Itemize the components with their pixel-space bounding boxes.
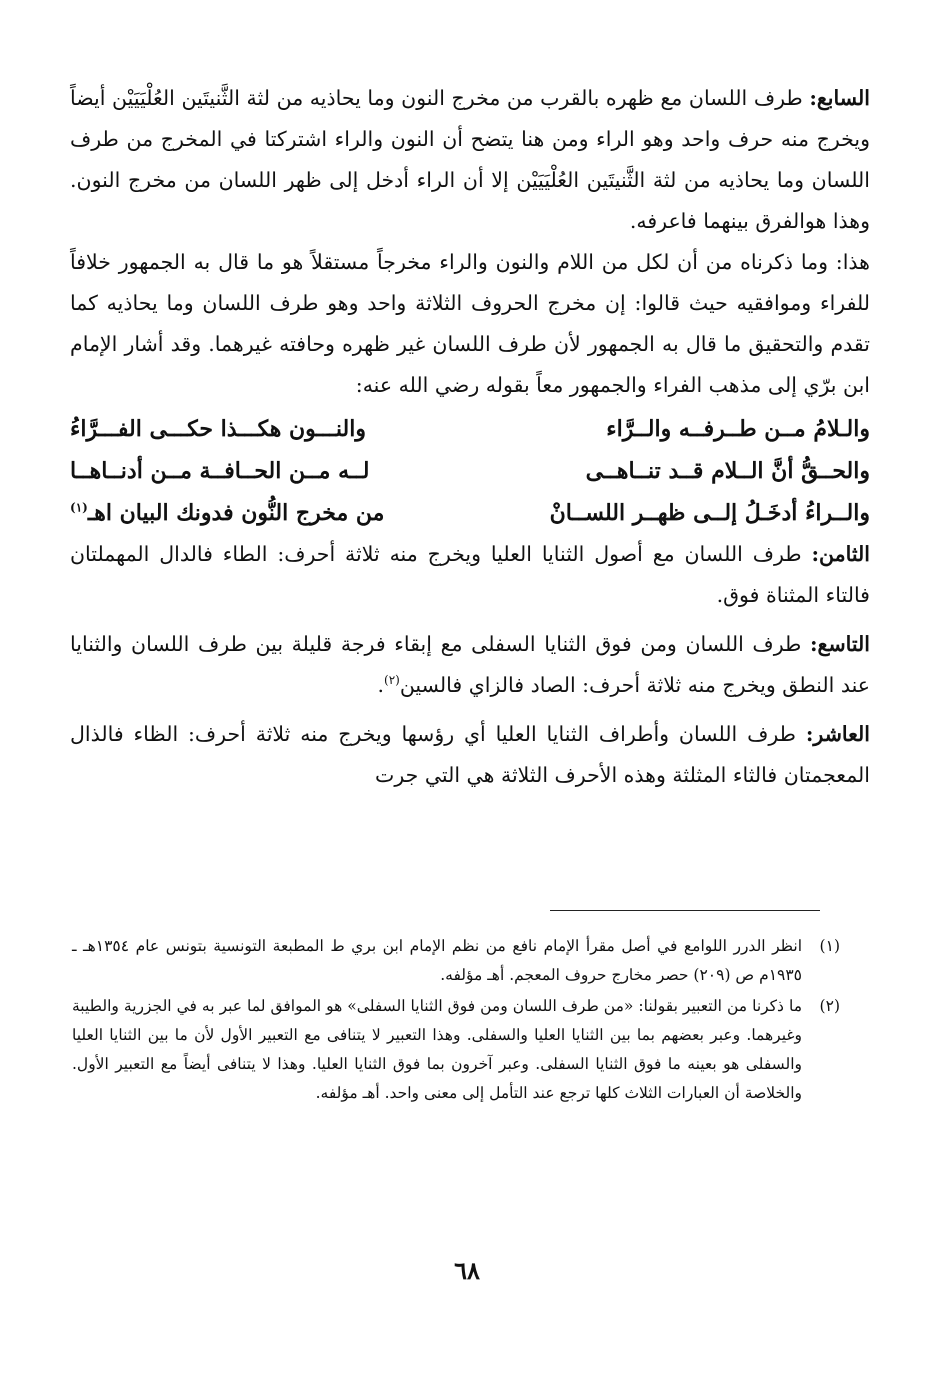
footnote-separator [550, 910, 820, 911]
poem-verse-first-hemistich: والــراءُ أدخَـلُ إلــى ظهــر اللســانْ [549, 500, 870, 526]
poem-verse-second-hemistich: لــه مــن الحــافــة مــن أدنــاهــا [70, 458, 370, 484]
term-tasi: التاسع: [809, 632, 870, 656]
paragraph-ashir [70, 714, 870, 796]
poem-verse [70, 492, 870, 534]
term-sabi: السابع: [809, 86, 870, 110]
poem [70, 408, 870, 534]
footnote-text: انظر الدرر اللوامع في أصل مقرأ الإمام نافع من نظم الإمام ابن بري ط المطبعة التونسية بتونس عام ١٣٥٤هـ ـ ١٩٣٥م ص (٢٠٩) حصر مخارج حروف المعجم. أهـ مؤلفه. [72, 937, 803, 984]
footnote-ref-1[interactable]: (١) [70, 500, 88, 515]
footnote-ref-2[interactable]: (٢) [384, 673, 400, 688]
paragraph-thamin [70, 534, 870, 616]
paragraph-sabi-text: طرف اللسان مع ظهره بالقرب من مخرج النون وما يحاذيه من لثة الثَّنيتَين العُلْيَيَيْن أيضاً ويخرج منه حرف واحد وهو الراء ومن هنا يتضح أن النون والراء اشتركتا في المخرج من طرف اللسان وما يحاذيه من لثة الثَّنيتَين العُلْيَيَيْن إلا أن الراء أدخل إلى ظهر اللسان من مخرج النون. وهذا هوالفرق بينهما فاعرفه. [70, 86, 870, 233]
term-ashir: العاشر: [805, 722, 870, 746]
main-text [70, 78, 870, 796]
poem-verse-first-hemistich: والحــقُّ أنَّ الــلام قــد تنــاهــى [585, 458, 870, 484]
poem-verse-second-text: من مخرج النُّون فدونك البيان اهـ [87, 500, 385, 526]
poem-verse-second-hemistich [70, 492, 460, 534]
page-number: ٦٨ [454, 1256, 480, 1285]
footnotes [72, 932, 840, 1110]
paragraph-tasi-text: طرف اللسان ومن فوق الثنايا السفلى مع إبقاء فرجة قليلة بين طرف اللسان والثنايا عند النطق ويخرج منه ثلاثة أحرف: الصاد فالزاي فالسين [70, 632, 870, 697]
paragraph-sabi [70, 78, 870, 242]
paragraph-thamin-text: طرف اللسان مع أصول الثنايا العليا ويخرج منه ثلاثة أحرف: الطاء فالدال المهملتان فالتاء المثناة فوق. [70, 542, 870, 607]
paragraph-ashir-text: طرف اللسان وأطراف الثنايا العليا أي رؤسها ويخرج منه ثلاثة أحرف: الظاء فالذال المعجمتان فالثاء المثلثة وهذه الأحرف الثلاثة هي التي جرت [70, 722, 870, 787]
footnote-text: ما ذكرنا من التعبير بقولنا: «من طرف اللسان ومن فوق الثنايا السفلى» هو الموافق لما عبر به في الجزرية والطيبة وغيرهما. وعبر بعضهم بما بين الثنايا العليا والسفلى. وهذا التعبير لا يتنافى مع التعبير الأول لأن ما بين الثنايا العليا والسفلى هو بعينه ما فوق الثنايا السفلى. وعبر آخرون بما فوق الثنايا العليا. وهذا لا يتنافى أيضاً مع التعبير الأول. والخلاصة أن العبارات الثلاث كلها ترجع عند التأمل إلى معنى واحد. أهـ مؤلفه. [72, 997, 802, 1102]
poem-verse-first-hemistich: والـلامُ مــن طــرفــه والــرَّاء [606, 416, 870, 442]
term-thamin: الثامن: [811, 542, 870, 566]
poem-verse [70, 450, 870, 492]
footnote-item [72, 932, 840, 990]
footnote-item [72, 992, 840, 1108]
poem-verse-second-hemistich: والنـــون هكـــذا حكـــى الفـــرَّاءُ [70, 416, 366, 442]
paragraph-hadha-text: هذا: وما ذكرناه من أن لكل من اللام والنون والراء مخرجاً مستقلاً هو ما قال به الجمهور خلافاً للفراء وموافقيه حيث قالوا: إن مخرج الحروف الثلاثة واحد وهو طرف اللسان وما يحاذيه كما تقدم والتحقيق ما قال به الجمهور لأن طرف اللسان غير ظهره وحافته غيرهما. وقد أشار الإمام ابن برّي إلى مذهب الفراء والجمهور معاً بقوله رضي الله عنه: [70, 250, 870, 397]
poem-verse [70, 408, 870, 450]
footnote-number: (١) [819, 937, 840, 955]
paragraph-tasi-end: . [377, 673, 384, 697]
page-body [70, 78, 870, 796]
paragraph-tasi [70, 624, 870, 706]
footnote-number: (٢) [819, 997, 840, 1015]
paragraph-hadha [70, 242, 870, 406]
